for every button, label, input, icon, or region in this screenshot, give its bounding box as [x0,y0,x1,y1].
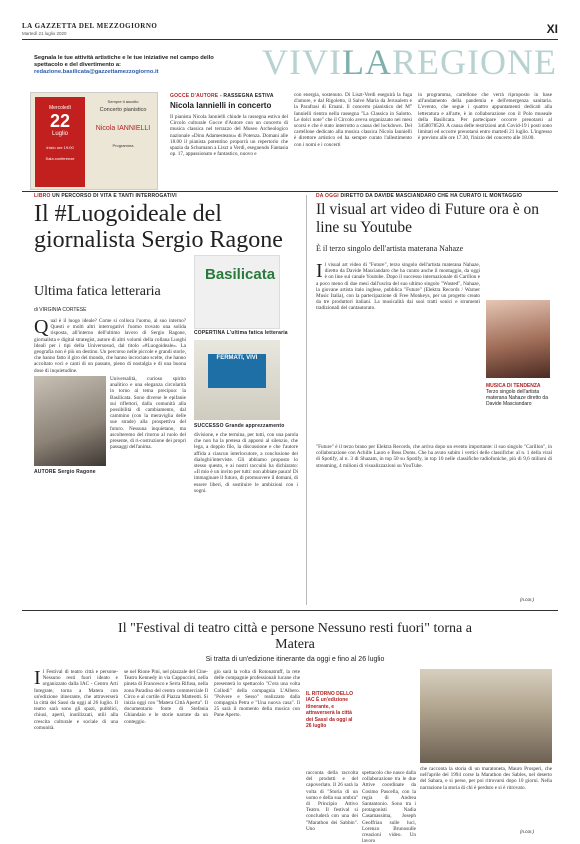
intro-notice [34,55,234,76]
art1-subtitle: Ultima fatica letteraria [34,284,161,299]
intro-text: Segnala le tue attività artistiche e le tue iniziative nel campo dello spettacolo e del divertimento a: [34,55,214,68]
poster-weekday: Mercoledì [49,105,71,111]
poster-day: 22 [49,111,71,131]
page-number: XI [546,22,558,36]
brand-vivi: VIVI [262,42,342,82]
poster-time: Inizio ore 19:00 [46,145,74,150]
separator [22,610,558,611]
column-divider [306,195,307,605]
art1-col2: divisione, e che termina, per tutti, con una parola che non ha la pretesa di apporsi al silenzio, che lega, a doppio filo, la discussione e che l'autore affida a ciascun interlocutore, a conclusione dei dialoghi/interviste. Gli abbiamo proposto lo stesso questo, e ai nostri taccuini ha dichiarato: «Il mio è un invito per tutti: non abbiate paura! Di immaginare il futuro, di promuovere il domani, di essere liberi, di sostituire le ambizioni con i sogni. [194,432,299,494]
art2-col1: Il visual art video di "Future", terzo singolo dell'artista materana Nahaze, diretto da Davide Masciandaro che ha curato anche il montaggio, da oggi è on line sul canale Youtube. Dopo il successo internazionale di Carillon e a poco meno di due mesi dall'uscita del suo ultimo singolo "Wasted", Nahaze, la giovane artista italo inglese, pubblica "Future" (Elektra Records / Warner Music Italia), con la partecipazione di Free Monkeys, per un progetto creato da tre produttori italiani. La musicalità dai suoi tratti sonici e strumenti tradizionali del cantautorato. [316,260,480,312]
art1-col1: Qual è il luogo ideale? Come si colloca l'uomo, al suo interno? Questi e molti altri interrogativi l'uomo trovato una solida risposta, all'interno dell'ultimo lavoro di Sergio Ragone, giornalista e digital strategist, autore di altri volumi della collana Luoghi Ideali per i tipi della Universosud, dal titolo «#Luogoideale». La geografia non è più un destino. Un percorso nelle piccole e grandi storie, che hanno fatto il giro del mondo, che hanno incrociato scelte, che hanno accoltato voci e canti di un passato, pieno di nostalgia e di una buona dose di inquietudine. [34,316,186,374]
art1-kicker-a: LIBRO [34,193,51,199]
portrait-caption [34,469,96,475]
masthead [22,22,558,40]
art1-byline: di VIRGINIA CORTESE [34,307,87,313]
art1-headline: Il #Luogoideale del giornalista Sergio Ragone [34,201,283,253]
artist-caption [486,383,550,407]
section-brand [262,40,557,84]
art3-subtitle: Si tratta di un'edizione itinerante da oggi e fino al 26 luglio [205,656,385,663]
poster-month: Luglio [51,131,68,137]
art3-col4: racconta della raccolta del prodotti e del capoverlato. Il 26 sarà la volta di "Storia di un uomo e della sua ombra" di Principio Attivo Teatro. Il festival si concluderà con una dei "Marathon dei Sabbin". Uno [306,770,358,832]
art2-dropcap: I [316,260,323,282]
poster-calendar [35,97,85,187]
book-caption-a: COPERTINA [194,330,226,336]
art1-col1b: Universalità, curioso spirito analitico e una eleganza circolarità in torno al tema precipuo: la Basilicata. Sono diverse le epifanie sui riflettori, dalla comunità alla possibilità di cambiamento, dal cammino (con la meraviglia delle sue strade) alla prospettiva del futuro. Nessuna inquietano, ma ascolteremo del ritorno al ruolo del presente, di ri-costruzione dei propri passaggi dell'anima. [110,376,186,451]
book-logo: Basilicata [205,266,276,283]
poster-kicker: Sempre ti ascolto [107,99,139,104]
mug-text: FERMATI, VIVI [208,354,266,388]
art2-col2: "Future" è il terzo brano per Elektra Records, che arriva dopo un evento importante: il suo singolo "Carillon", in collaborazione con Achille Lauro e Boss Doms. Che ha avuto subito i vertici delle classifiche: al n. 1 della viral di Spotify, al n. 3 di Shazam, in top 50 su Spotify, in top 10 nelle classifiche radiofoniche, più di 9,6 milioni di streaming, 4 milioni di visualizzazioni su YouTube. [316,444,552,469]
art3-col2: se nel Rione Pini, nel piazzale del Cine-Teatro Kennedy in via Cappuccini, nella pineta di Francesco e Serra Rifusa, nella zona Paradiso del centro commerciale Il Circo e al cortile di Piazza Matteotti. Si inizia oggi con "Matera Città Aperta". Il documentario fonte di Stefania Ghiandaio e le storie narrate da un conteggio. [124,669,208,725]
art1-dropcap: Q [34,316,49,338]
poster-program: Programma [112,143,134,148]
separator [22,191,558,192]
book-caption-b: L'ultima fatica letteraria [225,330,288,336]
artist-caption-a: MUSICA DI TENDENZA [486,383,541,389]
mug-caption-a: SUCCESSO [194,423,224,429]
festival-photo [420,669,552,763]
book-cover-image [194,255,280,329]
art0-col3: in programma, cartellone che verrà riproposto in base all'andamento della pandemia e dell'emergenza sanitaria. L'evento, che segue i quattro appuntamenti dedicati alla letteratura e all'arte, è in collaborazione con il Polo museale della Basilicata. Per partecipare occorre prenotarsi al 3458078520. A causa delle restrizioni anti Covid-19 i posti sono limitati ed occorre prenotarsi entro martedì 21 luglio. L'ingresso è previsto alle ore 17.30, l'inizio del concerto alle 18.00. [418,92,552,142]
art3-col6: che racconta la storia di un maratoneta, Mauro Prosperi, che nell'aprile del 1994 corse la Marathon des Sables, nel deserto del Sahara, e si perse, per poi ritrovarsi dopo 10 giorni. Nella narrazione la storia di chi è perduto e si è ritrovato. [420,766,552,791]
art1-kicker [34,193,177,199]
poster-place: Sala conferenze [45,156,75,161]
art2-subtitle: È il terzo singolo dell'artista materana Nahaze [316,244,464,253]
intro-email-link[interactable]: redazione.basilicata@gazzettamezzogiorno.it [34,69,159,75]
art2-signature: (n.cor.) [520,597,535,602]
concert-poster [30,92,158,190]
portrait-caption-a: AUTORE [34,469,57,475]
art0-kicker-b: - RASSEGNA ESTIVA [218,93,274,99]
art3-dropcap: I [34,667,41,689]
brand-la: LA [341,42,392,82]
mug-caption [194,423,285,429]
art0-col1: Il pianista Nicola Iannielli chiude la rassegna estiva del Circolo culturale Gocce d'Autore con un concerto di musica classica nel terrazzo del Museo Archeologico nazionale «Dinu Adamesteanu» di Potenza. Domani alle 18.00 il pianista potentino proporrà un repertorio che spazia da Schumann a Liszt a Verdi, eseguendo Fantasia op. 17, appassionato e fantastico, nuovo e [170,114,288,158]
art3-signature: (n.cor.) [520,829,535,834]
art3-col5: spettacolo che nasce dalla collaborazione tra le due Attive coordinate da Cosimo Pascella, con la regia di Andrea Santantonio. Sono tra i protagonisti Nadia Casamassima, Joseph Geoffriau sulle luci, Lorenzo Brunosulle creazioni video. Un lavoro [362,770,416,844]
art2-kicker-a: DA OGGI [316,193,339,199]
issue-date: Martedì 21 luglio 2020 [22,31,67,36]
mug-image [194,340,280,420]
art0-col2: con energia, sostenuto. Di Liszt-Verdi eseguirà la fuga d'amore, e dal Rigoletto, il Salve Maria da Jerusalem e la Parafrasi di Ernani. Il concerto pianistico del M° Iannielli rientra nella rassegna "La Classica in Salotto. Le dolci note" che il Circolo aveva organizzato nei mesi scorsi e che è stato interrotto a causa del lockdown. Del cartellone dedicato alla musica classica Nicola Iannielli è direttore artistico ed ha sempre curato l'allestimento con i nomi e i concerti [294,92,412,148]
festival-sidebox: IL RITORNO DELLO IAC È un'edizione itinerante, e attraverserà la città dei Sassi da oggi al 26 luglio [306,691,354,730]
art3-col1: Il Festival di teatro città e persone-Nessuno resti fuori ideato e organizzato dalla IAC - Centro Arti Integrate, torna a Matera con un'edizione itinerante, che attraverserà la città dei Sassi da oggi al 26 luglio. Il teatro sarà sono gli spazi, pubblici, chiusi, aperti, inutilizzati, utili alla crescita culturale e sociale di una comunità. [34,667,118,731]
poster-performer: Nicola IANNIELLI [95,125,151,132]
art0-kicker-a: GOCCE D'AUTORE [170,93,219,99]
art0-title: Nicola Iannielli in concerto [170,101,272,110]
newspaper-name: LA GAZZETTA DEL MEZZOGIORNO [22,22,158,30]
art3-headline: Il "Festival di teatro città e persone Nessuno resti fuori" torna a Matera [118,621,472,652]
art2-kicker [316,193,522,199]
art3-col3: gio sarà la volta di Rotonatruff, la rete delle compagnie professionali lucane che presenterà lo spettacolo "C'era una volta Collodi" della compagnia L'Albero. "Polvere e Sesso" realizzato dalla compagnia Petra e "Una nuova casa". Il 25 sarà il momento della musica con Pane Aperto. [214,669,300,719]
art2-headline: Il visual art video di Future ora è on line su Youtube [316,201,539,236]
art0-kicker [170,93,274,99]
mug-caption-b: Grande apprezzamento [223,423,285,429]
book-caption [194,330,288,336]
poster-title: Concerto pianistico [99,107,147,113]
artist-photo [486,300,550,378]
brand-regione: REGIONE [391,42,557,82]
portrait-caption-b: Sergio Ragone [56,469,96,475]
poster-body [91,97,155,187]
author-portrait [34,376,106,466]
art2-kicker-b: DIRETTO DA DAVIDE MASCIANDARO CHE HA CURATO IL MONTAGGIO [338,193,523,199]
art1-kicker-b: UN PERCORSO DI VITA E TANTI INTERROGATIVI [50,193,177,199]
artist-caption-b: Terzo singolo dell'artista materana Nahaze diretto da Davide Masciandaro [486,389,548,407]
